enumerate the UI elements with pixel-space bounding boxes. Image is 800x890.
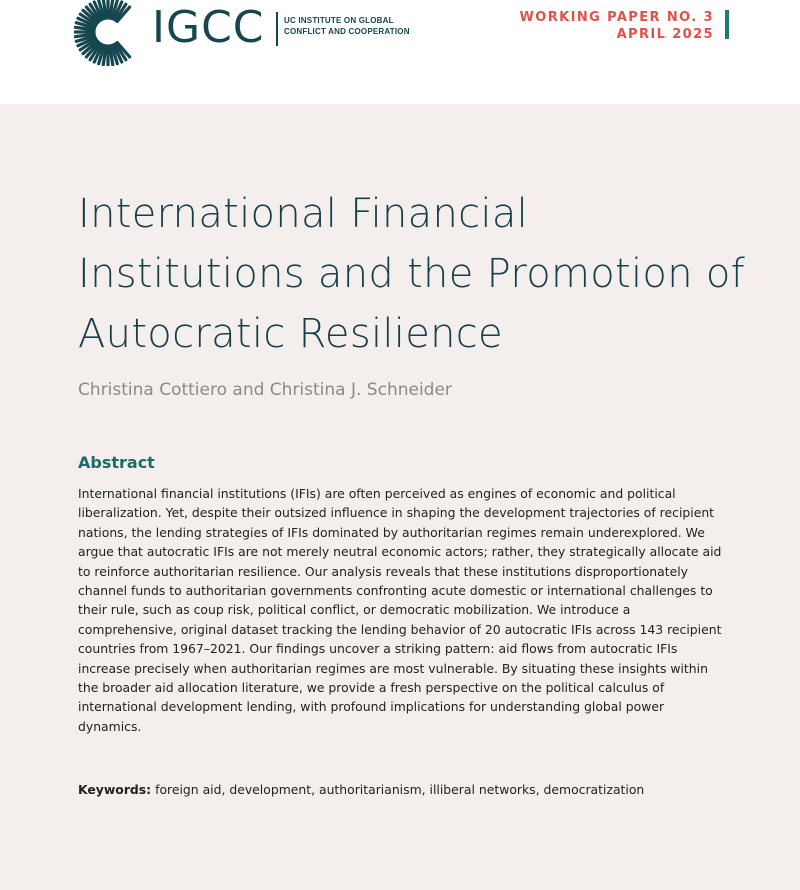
keywords <box>78 782 644 797</box>
keywords-list: foreign aid, development, authoritarianism, illiberal networks, democratization <box>155 782 645 797</box>
publication-date: APRIL 2025 <box>616 27 714 42</box>
institute-line-1: UC INSTITUTE ON GLOBAL <box>284 16 394 25</box>
working-paper-info <box>520 9 714 43</box>
page-header <box>0 0 800 104</box>
logo-wordmark: IGCC <box>152 2 265 53</box>
paper-cover <box>0 104 800 890</box>
igcc-logo-icon <box>74 0 142 66</box>
paper-authors: Christina Cottiero and Christina J. Schneider <box>78 380 452 400</box>
paper-title: International Financial Institutions and the Promotion of Autocratic Resilience <box>78 191 746 357</box>
logo-divider <box>276 12 278 46</box>
keywords-label: Keywords: <box>78 782 152 797</box>
institute-line-2: CONFLICT AND COOPERATION <box>284 27 410 36</box>
abstract-heading: Abstract <box>78 453 155 472</box>
accent-bar <box>725 10 729 39</box>
abstract-text: International financial institutions (IFIs) are often perceived as engines of economic and political liberalization. Yet, despite their outsized influence in shaping the development trajectories of recipient nations, the lending strategies of IFIs dominated by authoritarian regimes remain underexplored. We argue that autocratic IFIs are not merely neutral economic actors; rather, they strategically allocate aid to reinforce authoritarian resilience. Our analysis reveals that these institutions disproportionately channel funds to authoritarian governments confronting acute domestic or international challenges to their rule, such as coup risk, political conflict, or democratic mobilization. We introduce a comprehensive, original dataset tracking the lending behavior of 20 autocratic IFIs across 143 recipient countries from 1967–2021. Our findings uncover a striking pattern: aid flows from autocratic IFIs increase precisely when authoritarian regimes are most vulnerable. By situating these insights within the broader aid allocation literature, we provide a fresh perspective on the political calculus of international development lending, with profound implications for understanding global power dynamics. <box>78 486 722 734</box>
institute-name <box>284 15 410 37</box>
working-paper-number: WORKING PAPER NO. 3 <box>519 10 714 25</box>
